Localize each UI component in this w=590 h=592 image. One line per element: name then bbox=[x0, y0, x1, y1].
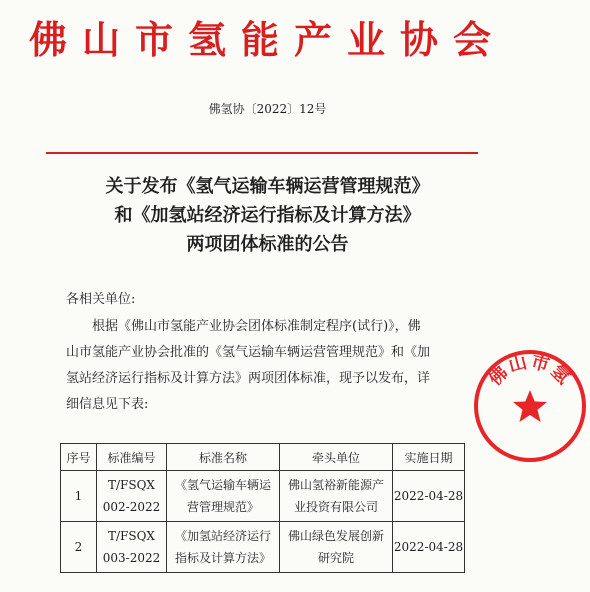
cell-no: 2 bbox=[61, 522, 97, 573]
cell-line: T/FSQX bbox=[108, 529, 155, 543]
document-number: 佛氢协〔2022〕12号 bbox=[208, 102, 327, 116]
cell-date: 2022-04-28 bbox=[393, 471, 465, 522]
notice-title-line: 关于发布《氢气运输车辆运营管理规范》 bbox=[105, 176, 430, 197]
official-seal-stamp bbox=[470, 346, 590, 466]
red-divider-line bbox=[46, 152, 478, 154]
cell-line: 研究院 bbox=[317, 551, 354, 565]
column-header-name: 标准名称 bbox=[167, 444, 280, 471]
table-row bbox=[61, 471, 465, 522]
cell-unit bbox=[280, 522, 393, 573]
salutation: 各相关单位: bbox=[66, 292, 136, 307]
cell-line: 003-2022 bbox=[102, 551, 161, 565]
seal-text: 佛山市氢 bbox=[484, 351, 576, 390]
cell-code bbox=[97, 522, 167, 573]
body-line: 氢站经济运行指标及计算方法》两项团体标准，现予以发布，详 bbox=[66, 371, 431, 386]
body-line: 根据《佛山市氢能产业协会团体标准制定程序(试行)》，佛 bbox=[92, 319, 421, 334]
cell-date: 2022-04-28 bbox=[393, 522, 465, 573]
table-header-row bbox=[61, 444, 465, 471]
notice-title-line: 两项团体标准的公告 bbox=[186, 234, 349, 255]
cell-line: 《加氢站经济运行 bbox=[174, 529, 271, 543]
cell-line: 佛山氢裕新能源产 bbox=[287, 478, 384, 492]
body-line: 细信息见下表: bbox=[66, 397, 149, 412]
cell-line: T/FSQX bbox=[108, 478, 155, 492]
cell-line: 《氢气运输车辆运 bbox=[174, 478, 271, 492]
body-paragraph bbox=[66, 314, 472, 418]
body-line: 山市氢能产业协会批准的《氢气运输车辆运营管理规范》和《加 bbox=[66, 345, 431, 360]
column-header-unit: 牵头单位 bbox=[280, 444, 393, 471]
cell-code bbox=[97, 471, 167, 522]
cell-line: 业投资有限公司 bbox=[293, 500, 378, 514]
cell-line: 指标及计算方法》 bbox=[174, 551, 271, 565]
column-header-no: 序号 bbox=[61, 444, 97, 471]
notice-title-line: 和《加氢站经济运行指标及计算方法》 bbox=[114, 205, 421, 226]
standards-table bbox=[60, 443, 465, 573]
cell-line: 营管理规范》 bbox=[186, 500, 259, 514]
table-row bbox=[61, 522, 465, 573]
column-header-code: 标准编号 bbox=[97, 444, 167, 471]
cell-line: 佛山绿色发展创新 bbox=[287, 529, 384, 543]
cell-name bbox=[167, 471, 280, 522]
notice-title bbox=[0, 172, 535, 259]
organization-letterhead: 佛山市氢能产业协会 bbox=[28, 18, 506, 62]
cell-unit bbox=[280, 471, 393, 522]
column-header-date: 实施日期 bbox=[393, 444, 465, 471]
cell-line: 002-2022 bbox=[102, 500, 161, 514]
cell-no: 1 bbox=[61, 471, 97, 522]
seal-star-icon bbox=[513, 390, 547, 422]
cell-name bbox=[167, 522, 280, 573]
